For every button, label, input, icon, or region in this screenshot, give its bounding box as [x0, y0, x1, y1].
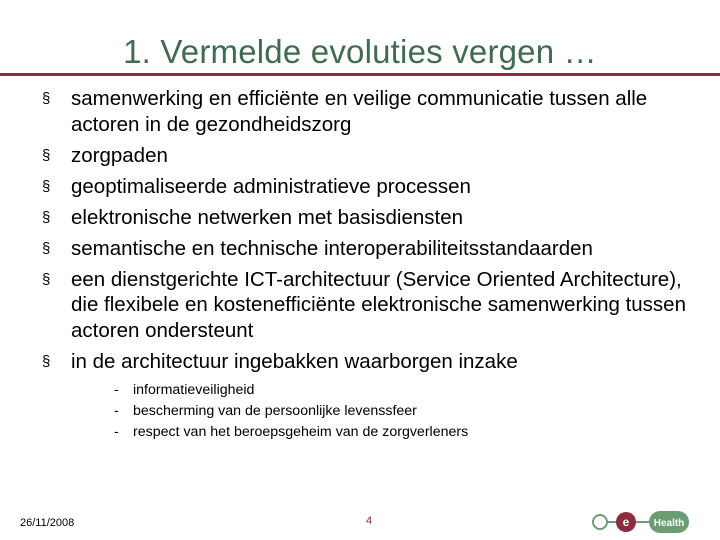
bullet-item	[42, 267, 702, 344]
sub-bullet-marker: -	[114, 403, 119, 419]
slide-title: 1. Vermelde evoluties vergen …	[123, 33, 597, 70]
sub-bullet-item	[114, 422, 468, 443]
ehealth-logo	[590, 505, 690, 539]
logo-e-letter: e	[622, 515, 630, 529]
title-divider	[0, 73, 720, 76]
bullet-text: samenwerking en efficiënte en veilige communicatie tussen alle actoren in de gezondheidszorg	[71, 87, 648, 136]
bullet-marker: §	[42, 177, 51, 195]
bullet-item	[42, 236, 702, 262]
bullet-marker: §	[42, 239, 51, 257]
logo-ring-icon	[593, 515, 607, 529]
footer-date: 26/11/2008	[20, 517, 75, 529]
sub-bullet-text: respect van het beroepsgeheim van de zorgverleners	[133, 424, 469, 440]
bullet-item	[42, 205, 702, 231]
bullet-text: geoptimaliseerde administratieve processen	[71, 174, 471, 198]
bullet-marker: §	[42, 208, 51, 226]
sub-bullet-marker: -	[114, 382, 119, 398]
bullet-marker: §	[42, 90, 51, 107]
bullet-text: een dienstgerichte ICT-architectuur (Service Oriented Architecture), die flexibele en kostenefficiënte elektronische samenwerking tussen actoren ondersteunt	[71, 267, 686, 342]
bullet-marker: §	[42, 146, 51, 164]
bullet-text: elektronische netwerken met basisdiensten	[71, 205, 463, 229]
bullet-marker: §	[42, 270, 51, 288]
bullet-item	[42, 143, 702, 169]
sub-bullet-item	[114, 380, 468, 401]
sub-bullet-text: informatieveiligheid	[133, 382, 255, 398]
bullet-marker: §	[42, 352, 51, 370]
bullet-item	[42, 86, 702, 137]
bullet-item	[42, 174, 702, 200]
sub-bullet-list	[114, 380, 468, 443]
bullet-text: semantische en technische interoperabiliteitsstandaarden	[71, 236, 593, 260]
sub-bullet-text: bescherming van de persoonlijke levenssfeer	[133, 403, 417, 419]
logo-health-text: Health	[653, 518, 685, 529]
bullet-item	[42, 349, 702, 375]
sub-bullet-item	[114, 401, 468, 422]
sub-bullet-marker: -	[114, 424, 119, 440]
bullet-list	[42, 86, 702, 380]
bullet-text: in de architectuur ingebakken waarborgen inzake	[71, 349, 518, 373]
bullet-text: zorgpaden	[71, 143, 168, 167]
page-number: 4	[366, 515, 373, 527]
